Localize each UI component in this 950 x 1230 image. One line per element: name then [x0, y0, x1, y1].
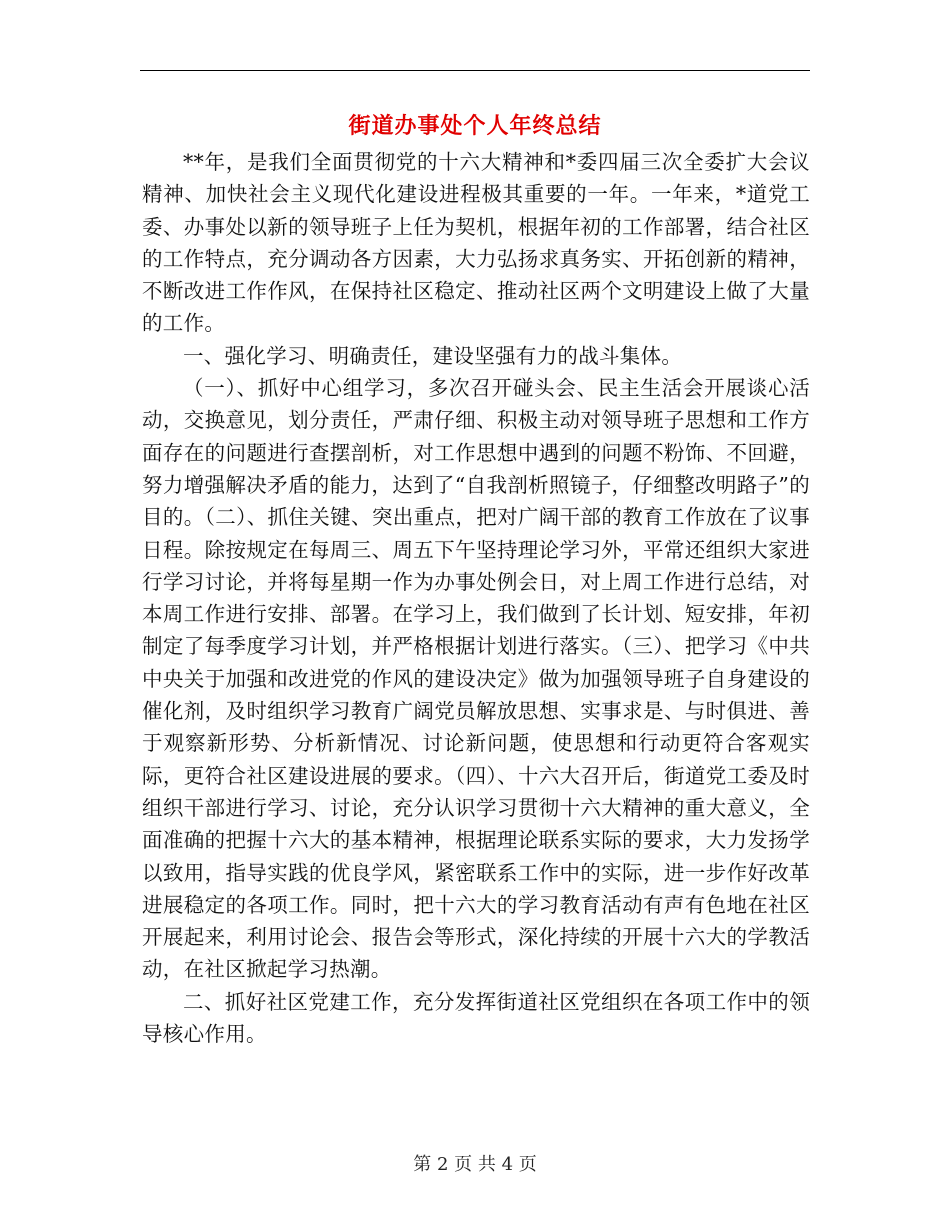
section-heading-2: 二、抓好社区党建工作，充分发挥街道社区党组织在各项工作中的领导核心作用。 — [142, 989, 810, 1047]
section-heading-1: 一、强化学习、明确责任，建设坚强有力的战斗集体。 — [183, 343, 683, 368]
paragraph-section-1-detail: （一）、抓好中心组学习，多次召开碰头会、民主生活会开展谈心活动，交换意见，划分责任，严肃仔细、积极主动对领导班子思想和工作方面存在的问题进行查摆剖析，对工作思想中遇到的问题不粉饰、不回避，努力增强解决矛盾的能力，达到了“自我剖析照镜子，仔细整改明路子”的目的。（二）、抓住关键、突出重点，把对广阔干部的教育工作放在了议事日程。除按规定在每周三、周五下午坚持理论学习外，平常还组织大家进行学习讨论，并将每星期一作为办事处例会日，对上周工作进行总结，对本周工作进行安排、部署。在学习上，我们做到了长计划、短安排，年初制定了每季度学习计划，并严格根据计划进行落实。（三）、把学习《中共中央关于加强和改进党的作风的建设决定》做为加强领导班子自身建设的催化剂，及时组织学习教育广阔党员解放思想、实事求是、与时俱进、善于观察新形势、分析新情况、讨论新问题，使思想和行动更符合客观实际，更符合社区建设进展的要求。（四）、十六大召开后，街道党工委及时组织干部进行学习、讨论，充分认识学习贯彻十六大精神的重大意义，全面准确的把握十六大的基本精神，根据理论联系实际的要求，大力发扬学以致用，指导实践的优良学风，紧密联系工作中的实际，进一步作好改革进展稳定的各项工作。同时，把十六大的学习教育活动有声有色地在社区开展起来，利用讨论会、报告会等形式，深化持续的开展十六大的学教活动，在社区掀起学习热潮。 — [142, 376, 810, 982]
document-title: 街道办事处个人年终总结 — [348, 113, 602, 139]
document-body — [142, 146, 810, 1050]
header-rule — [140, 70, 810, 71]
paragraph-intro: **年，是我们全面贯彻党的十六大精神和*委四届三次全委扩大会议精神、加快社会主义现代化建设进程极其重要的一年。一年来，*道党工委、办事处以新的领导班子上任为契机，根据年初的工作部署，结合社区的工作特点，充分调动各方因素，大力弘扬求真务实、开拓创新的精神，不断改进工作作风，在保持社区稳定、推动社区两个文明建设上做了大量的工作。 — [142, 150, 810, 336]
page-number: 第 2 页 共 4 页 — [413, 1154, 537, 1175]
